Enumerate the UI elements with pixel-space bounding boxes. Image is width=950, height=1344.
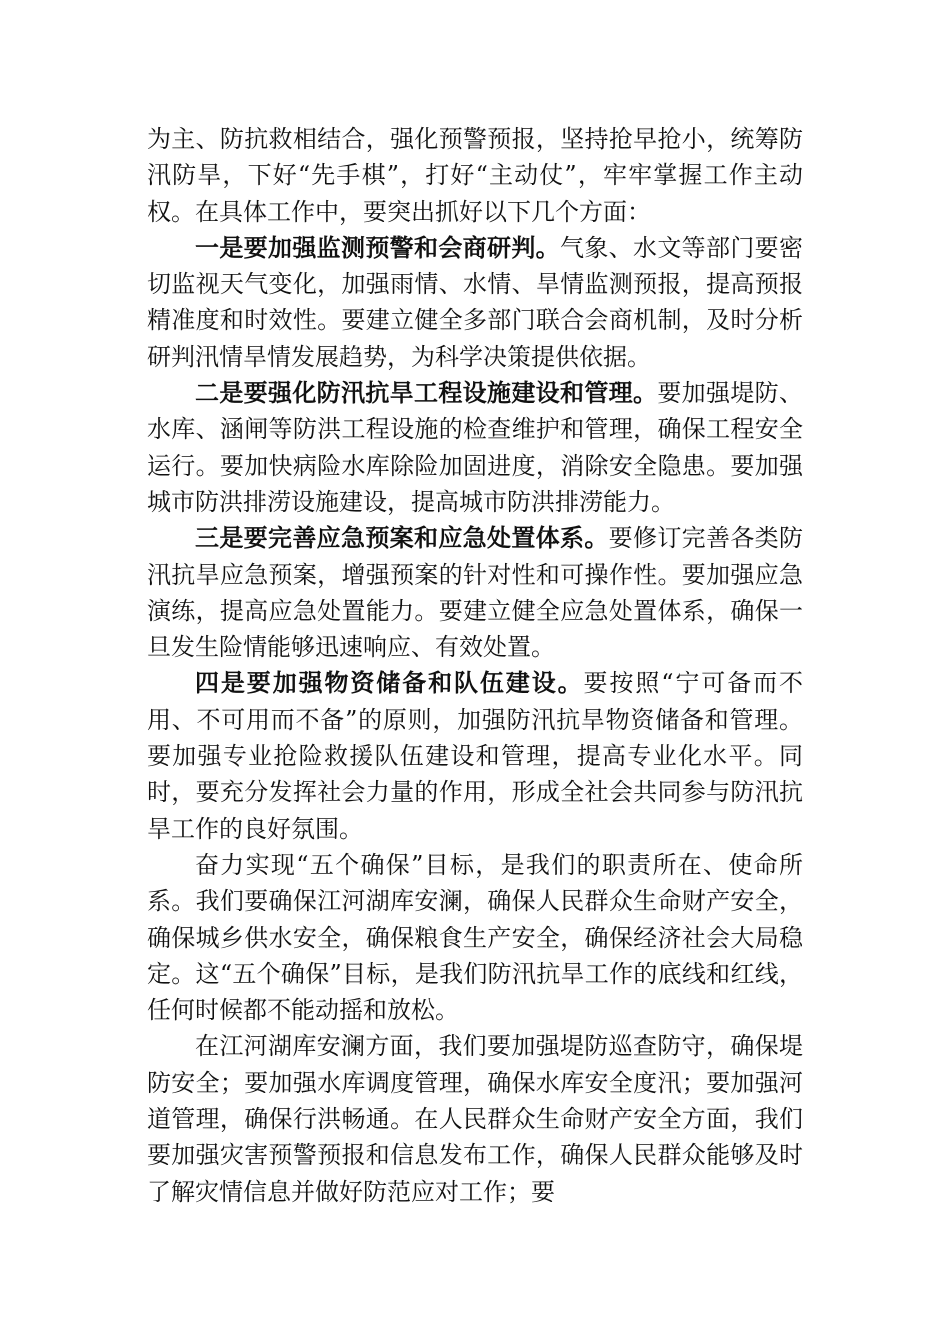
paragraph-text: 奋力实现“五个确保”目标，是我们的职责所在、使命所系。我们要确保江河湖库安澜，确保人民群众生命财产安全，确保城乡供水安全，确保粮食生产安全，确保经济社会大局稳定。这“五个确保”目标，是我们防汛抗旱工作的底线和红线，任何时候都不能动摇和放松。 <box>147 850 803 1025</box>
paragraph-lead: 三是要完善应急预案和应急处置体系。 <box>195 524 609 553</box>
paragraph-point-four <box>147 665 803 846</box>
document-body <box>147 121 803 1210</box>
paragraph-text: 要按照“宁可备而不用、不可用而不备”的原则，加强防汛抗旱物资储备和管理。要加强专业抢险救援队伍建设和管理，提高专业化水平。同时，要充分发挥社会力量的作用，形成全社会共同参与防汛抗旱工作的良好氛围。 <box>147 669 803 843</box>
paragraph-text: 要修订完善各类防汛抗旱应急预案，增强预案的针对性和可操作性。要加强应急演练，提高应急处置能力。要建立健全应急处置体系，确保一旦发生险情能够迅速响应、有效处置。 <box>147 524 804 662</box>
paragraph-point-two <box>147 375 803 520</box>
paragraph-text: 在江河湖库安澜方面，我们要加强堤防巡查防守，确保堤防安全；要加强水库调度管理，确保水库安全度汛；要加强河道管理，确保行洪畅通。在人民群众生命财产安全方面，我们要加强灾害预警预报和信息发布工作，确保人民群众能够及时了解灾情信息并做好防范应对工作；要 <box>147 1032 803 1206</box>
paragraph-text: 要加强堤防、水库、涵闸等防洪工程设施的检查维护和管理，确保工程安全运行。要加快病险水库除险加固进度，消除安全隐患。要加强城市防洪排涝设施建设，提高城市防洪排涝能力。 <box>147 379 804 516</box>
paragraph-point-one <box>147 230 803 375</box>
paragraph-text: 为主、防抗救相结合，强化预警预报，坚持抢早抢小，统筹防汛防旱，下好“先手棋”，打好“主动仗”，牢牢掌握工作主动权。在具体工作中，要突出抓好以下几个方面： <box>147 125 803 226</box>
paragraph-river-safety <box>147 1028 803 1209</box>
paragraph-point-three <box>147 520 803 665</box>
paragraph-text: 气象、水文等部门要密切监视天气变化，加强雨情、水情、旱情监测预报，提高预报精准度和时效性。要建立健全多部门联合会商机制，及时分析研判汛情旱情发展趋势，为科学决策提供依据。 <box>147 233 803 371</box>
paragraph-lead: 一是要加强监测预警和会商研判。 <box>195 233 560 262</box>
paragraph-continuation <box>147 121 803 230</box>
paragraph-lead: 二是要强化防汛抗旱工程设施建设和管理。 <box>195 379 658 408</box>
paragraph-lead: 四是要加强物资储备和队伍建设。 <box>195 669 584 698</box>
paragraph-five-guarantees <box>147 847 803 1028</box>
